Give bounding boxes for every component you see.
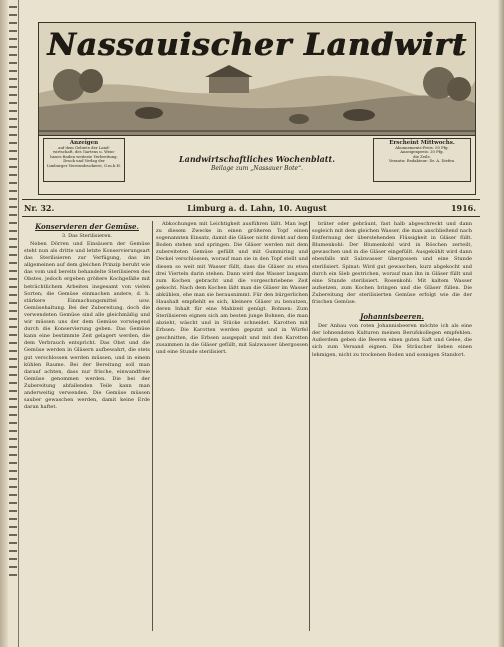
issue-number: Nr. 32. (24, 203, 55, 213)
issue-line: Anzeigenpreis: 20 Pfg. (400, 149, 444, 155)
ads-line: Limburger Vereinsdruckerei, G.m.b.H. (46, 162, 122, 168)
page-fold-left (0, 0, 8, 647)
article-text: bräter oder gebräunt, fast halb abgeschreckt und dann sogleich mit dem gleichen Wasser, die man anschließend nach Entfernung der überstehenden Flüssigkeit in Gläser füllt. Blumenkohl: Der Blumenkohl wird in Röschen zerteilt, gewaschen und in die Gläser eingefüllt. Ausgekühlt wird dann ebenfalls mit Salzwasser übergossen und eine Stunde sterilisiert. Spinat: Wird gut gewaschen, kurz abgekocht und durch ein Sieb gestrichen, worauf man ihn in Gläser füllt und eine Stunde sterilisiert. Rosenkohl: Mit kaltem Wasser aufsetzen, zum Kochen bringen und die Gläser füllen. Die Zubereitung der sterilisierten Gemüse erfolgt wie die der frischen Gemüse. (312, 221, 472, 306)
article-text: Der Anbau von roten Johannisbeeren möchte ich als eine der lohnendsten Kulturen meinen Berufskollegen empfehlen. Außerdem geben die Beeren einen guten Saft und Gelee, die sich zum Versand eignen. Die Sträucher lieben einen lehmigen, nicht zu trockenen Boden und sonnigen Standort. (312, 323, 472, 358)
ads-info-box (43, 138, 125, 182)
rule-bottom (22, 216, 480, 217)
issue-info-box (373, 138, 471, 182)
article-text: Neben Dörren und Einsäuern der Gemüse steht nun als dritte und letzte Konservierungsart das Sterilisieren zur Verfügung, das im allgemeinen auf dem gleichen Prinzip beruht wie das vom und bereits behandelte Sterilisieren des Obstes, jedoch ergeben größere Kochgefäße mit beträchtlichem Arbeiten insgesamt von vielen Sorten; die Gemüse einmachen andere, d. h. stärkere Einmachungsmittel usw. Gemüsehaltung. Bei der Zubereitung, doch die verwendeten Gemüse sind alle gleichmäßig und wir müssen uns der dem Gemüse vorwiegend durch die Konservierung geben. Das Gemüse kann eine bestimmte Zeit gelagert werden, die dem Verbrauch entspricht. Das Obst und die Gemüse werden in Gläsern aufbewahrt, die stets gut verschlossen werden müssen, und in einem kühlen Raume. Bei der Bereitung soll man darauf achten, dass nur frische, einwandfreie Gemüse genommen werden. Die bei der Zubereitung abfallenden Teile kann man anderweitig verwenden. Die Gemüse müssen sauber gewaschen werden, damit keine Erde daran haftet. (24, 241, 150, 411)
article-section: 3. Das Sterilisieren. (61, 233, 113, 239)
ads-line: baues finden weiteste Verbreitung. (50, 153, 118, 159)
newspaper-title: Nassauischer Landwirt (47, 27, 467, 63)
newspaper-subtitle: Landwirtschaftliches Wochenblatt. (179, 154, 335, 164)
place-date: Limburg a. d. Lahn, 10. August (187, 203, 327, 213)
issue-line: die Zeile. (413, 153, 431, 159)
column-2 (156, 221, 308, 631)
column-1 (24, 221, 150, 631)
article-heading: Johannisbeeren. (360, 312, 424, 322)
column-3 (312, 221, 472, 631)
ads-line: wirtschaft, des Gartens u. Wein- (53, 149, 115, 155)
adjacent-page-strip (8, 0, 19, 647)
article-text: Abkochungen mit Leichtigkeit ausführen läßt. Man legt zu diesem Zwecke in einen größeren Topf einen sogenannten Einsatz, damit die Gläser nicht direkt auf dem Boden stehen und springen. Die Gläser werden mit dem zubereiteten Gemüse gefüllt und mit Gummiring und Deckel verschlossen, worauf man sie in den Topf stellt und diesen so weit mit Wasser füllt, dass die Gläser zu etwa drei Vierteln darin stehen. Dann wird das Wasser langsam zum Kochen gebracht und die vorgeschriebene Zeit gekocht. Nach dem Kochen läßt man die Gläser im Wasser abkühlen, ehe man sie herausnimmt. Für den bürgerlichen Haushalt empfiehlt es sich, kleinere Gläser zu benutzen, deren Inhalt für eine Mahlzeit genügt. Bohnen: Zum Sterilisieren eignen sich am besten junge Bohnen, die man abzieht, wäscht und in Stücke schneidet. Karotten mit Erbsen: Die Karotten werden geputzt und in Würfel geschnitten, die Erbsen ausgepalt und mit den Karotten zusammen in die Gläser gefüllt, mit Salzwasser übergossen und eine Stunde sterilisiert. (156, 221, 308, 355)
issue-line: Abonnements-Preis: 50 Pfg. (395, 145, 449, 150)
ads-heading: Anzeigen (69, 140, 99, 146)
masthead (38, 22, 476, 136)
ads-line: Druck und Verlag der (63, 158, 105, 164)
ads-line: auf dem Gebiete der Land- (58, 145, 110, 150)
issue-year: 1916. (450, 203, 476, 213)
column-divider (309, 221, 310, 631)
article-heading: Konservieren der Gemüse. (35, 222, 139, 231)
supplement-note: Beilage zum „Nassauer Bote“. (210, 165, 304, 172)
page-fold-right (498, 0, 504, 647)
rule-top (22, 199, 480, 200)
masthead-lower-band (38, 134, 476, 195)
issue-line: Verantw. Redakteur: Dr. A. Diefen. (388, 158, 456, 164)
issue-line-bar (22, 203, 482, 215)
column-divider (152, 221, 153, 631)
issue-heading: Erscheint Mittwochs. (389, 140, 455, 146)
